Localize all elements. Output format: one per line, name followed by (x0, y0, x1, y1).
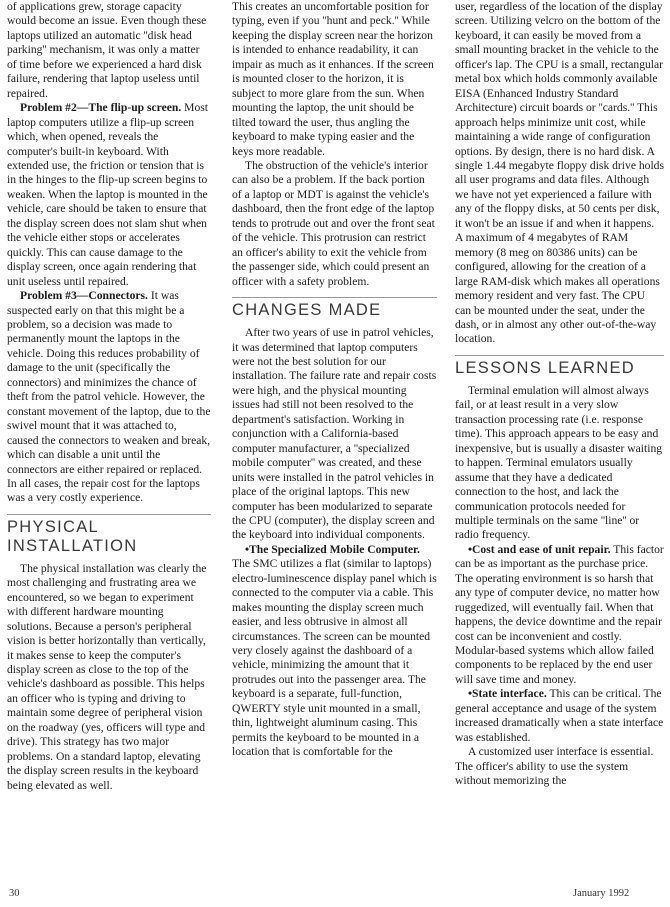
paragraph: The physical installation was clearly the most challenging and frustrating area we encountered, so we began to experiment with different hardware mounting solutions. Because a person's peripheral vision is better horizontally than vertically, it makes sense to keep the computer's display screen as close to the top of the vehicle's dashboard as possible. This helps an officer who is typing and driving to maintain some degree of peripheral vision on the roadway (yes, officers will type and drive). This strategy has two major problems. On a standard laptop, elevating the display screen results in the keyboard being elevated as well. (7, 561, 207, 792)
column-2 (232, 0, 437, 760)
paragraph-text: The SMC utilizes a flat (similar to laptops) electro-luminescence display panel which is connected to the computer via a cable. This makes mounting the display screen much easier, and less obtrusive in almost all circumstances. The screen can be mounted very closely against the dashboard of a vehicle, minimizing the amount that it protrudes out into the passenger area. The keyboard is a separate, full-function, QWERTY style unit mounted in a small, thin, lightweight aluminum casing. This permits the keyboard to be mounted in a location that is comfortable for the (232, 557, 437, 759)
paragraph (455, 543, 664, 688)
section-heading: PHYSICAL INSTALLATION (7, 514, 211, 556)
paragraph: After two years of use in patrol vehicles, it was determined that laptop computers were not the best solution for our installation. The failure rate and repair costs were high, and the physical mounting issues had still not been resolved to the department's satisfaction. Working in conjunction with a California-based computer manufacturer, a ''specialized mobile computer'' was created, and these units were installed in the patrol vehicles in place of the original laptops. This new computer has been modularized to separate the CPU (computer), the display screen and the keyboard into individual components. (232, 326, 437, 542)
paragraph: This creates an uncomfortable position for typing, even if you ''hunt and peck.'' While keeping the display screen near the horizon is intended to enhance readability, it can impair as much as it enhances. If the screen is mounted closer to the horizon, it is subject to more glare from the sun. When mounting the laptop, the unit should be tilted toward the user, thus angling the keyboard to make typing easier and the keys more readable. (232, 0, 434, 158)
paragraph: The obstruction of the vehicle's interior can also be a problem. If the back portion of a laptop or MDT is against the vehicle's dashboard, then the front edge of the laptop tends to protrude out and over the front seat of the vehicle. This protrusion can restrict an officer's ability to exit the vehicle from the passenger side, which could present an officer with a safety problem. (232, 158, 435, 288)
paragraph (455, 687, 664, 745)
page-number: 30 (9, 888, 20, 899)
paragraph-text: It was suspected early on that this might be a problem, so a decision was made to permanently mount the laptops in the vehicle. Doing this reduces probability of damage to the unit (specifically the connectors) and minimizes the chance of theft from the patrol vehicle. However, the constant movement of the laptop, due to the swivel mount that it was attached to, caused the connectors to weaken and break, which can disable a unit until the connectors are either repaired or replaced. In all cases, the repair cost for the laptops was a very costly experience. (7, 289, 211, 505)
paragraph-text: This can be critical. The general acceptance and usage of the system increased dramatically when a state interface was established. (455, 687, 664, 744)
paragraph: of applications grew, storage capacity would become an issue. Even though these laptops utilized an automatic ''disk head parking'' mechanism, it was only a matter of time before we experienced a hard disk failure, rendering that laptop useless until repaired. (7, 0, 207, 100)
paragraph (7, 101, 211, 289)
paragraph (232, 543, 437, 760)
paragraph: user, regardless of the location of the display screen. Utilizing velcro on the bottom of the keyboard, it can easily be moved from a small mounting bracket in the vehicle to the officer's lap. The CPU is a small, rectangular metal box which holds commonly available EISA (Enhanced Industry Standard Architecture) circuit boards or ''cards.'' This approach helps minimize unit cost, while maintaining a wide range of configuration options. By design, there is no hard disk. A single 1.44 megabyte floppy disk drive holds all user programs and data files. Although we have not yet experienced a failure with any of the floppy disks, at 50 cents per disk, it won't be an issue if and when it happens. A maximum of 4 megabytes of RAM memory (8 meg on 80386 units) can be configured, allowing for the creation of a large RAM-disk which makes all operations memory resident and very fast. The CPU can be mounted under the seat, under the dash, or in almost any other out-of-the-way location. (455, 0, 664, 346)
column-3 (455, 0, 664, 789)
section-heading: LESSONS LEARNED (455, 355, 664, 378)
section-heading: CHANGES MADE (232, 297, 437, 320)
run-in-heading: Problem #3—Connectors. (20, 289, 148, 303)
run-in-heading: Problem #2—The flip-up screen. (20, 101, 182, 115)
paragraph: Terminal emulation will almost always fail, or at least result in a very slow transaction processing rate (i.e. response time). This approach appears to be easy and inexpensive, but is usually a disaster waiting to happen. Terminal emulators usually assume that they have a dedicated connection to the host, and lack the communication protocols needed for multiple terminals on the same ''line'' or radio frequency. (455, 383, 663, 542)
paragraph (7, 289, 211, 506)
paragraph-text: Most laptop computers utilize a flip-up screen which, when opened, reveals the computer's built-in keyboard. With extended use, the friction or tension that is in the hinges to the flip-up screen begins to weaken. When the laptop is mounted in the vehicle, care should be taken to ensure that the display screen does not slam shut when the vehicle either stops or accelerates quickly. This can cause damage to the display screen, once again rendering that unit useless until repaired. (7, 101, 208, 288)
paragraph: A customized user interface is essential. The officer's ability to use the system without memorizing the (455, 745, 654, 788)
run-in-heading: •Cost and ease of unit repair. (468, 542, 611, 556)
issue-date: January 1992 (573, 888, 630, 899)
run-in-heading: •The Specialized Mobile Computer. (245, 542, 420, 556)
column-1 (7, 0, 211, 793)
paragraph-text: This factor can be as important as the purchase price. The operating environment is so harsh that any type of computer device, no matter how ruggedized, will eventually fail. When that happens, the device downtime and the repair cost can be inconvenient and costly. Modular-based systems which allow failed components to be replaced by the end user will save time and money. (455, 542, 664, 686)
run-in-heading: •State interface. (468, 687, 547, 701)
